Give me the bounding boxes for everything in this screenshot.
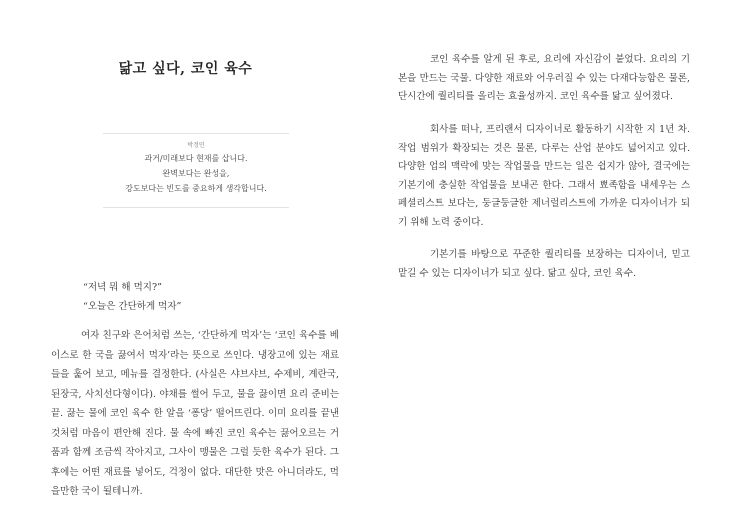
author-bio-line: 완벽보다는 완성을, — [162, 169, 230, 178]
dialogue-quotes — [83, 278, 181, 316]
author-profile — [103, 133, 289, 208]
dialogue-line: “저녁 뭐 해 먹지?” — [83, 282, 162, 293]
body-paragraph: 코인 육수를 알게 된 후로, 요리에 자신감이 붙었다. 요리의 기본을 만드는 국물. 다양한 재료와 어우러질 수 있는 다재다능함은 물론, 단시간에 퀄리티를 올리는 효율성까지. 코인 육수를 닮고 싶어졌다. — [398, 54, 690, 102]
right-page — [372, 0, 743, 525]
body-paragraph: 여자 친구와 은어처럼 쓰는, ‘간단하게 먹자’는 ‘코인 육수를 베이스로 한 국을 끓여서 먹자’라는 뜻으로 쓰인다. 냉장고에 있는 재료들을 훑어 보고, 메뉴를 결정한다. (사실은 샤브샤브, 수제비, 계란국, 된장국, 사치선다형이다). 야채를 썰어 두고, 물을 끓이면 요리 준비는 끝. 끓는 물에 코인 육수 한 알을 ‘퐁당’ 떨어뜨린다. 이미 요리를 끝낸 것처럼 마음이 편안해 진다. 물 속에 빠진 코인 육수는 끓어오르는 거품과 함께 조금씩 작아지고, 그사이 맹물은 그럴 듯한 육수가 된다. 그 후에는 어떤 재료를 넣어도, 걱정이 없다. 대단한 맛은 아니더라도, 먹을만한 국이 될테니까. — [51, 330, 339, 497]
author-name: 박정민 — [187, 142, 205, 149]
left-page — [0, 0, 371, 525]
article-title: 닮고 싶다, 코인 육수 — [118, 61, 253, 77]
body-paragraph: 기본기를 바탕으로 꾸준한 퀄리티를 보장하는 디자이너, 믿고 맡길 수 있는 디자이너가 되고 싶다. 닮고 싶다, 코인 육수. — [398, 249, 690, 279]
dialogue-line: “오늘은 간단하게 먹자” — [83, 301, 182, 312]
body-paragraph: 회사를 떠나, 프리랜서 디자이너로 활동하기 시작한 지 1년 차. 작업 범위가 확장되는 것은 물론, 다루는 산업 분야도 넓어지고 있다. 다양한 업의 맥락에 맞는 작업물을 만드는 일은 쉽지가 않아, 결국에는 기본기에 충실한 작업물을 보내곤 한다. 그래서 뾰족함을 내세우는 스페셜리스트 보다는, 둥글둥글한 제너럴리스트에 가까운 디자이너가 되기 위해 노력 중이다. — [398, 124, 690, 228]
author-bio-line: 과거/미래보다 현재를 삽니다. — [144, 154, 248, 163]
author-bio-line: 강도보다는 빈도를 중요하게 생각합니다. — [125, 184, 267, 193]
